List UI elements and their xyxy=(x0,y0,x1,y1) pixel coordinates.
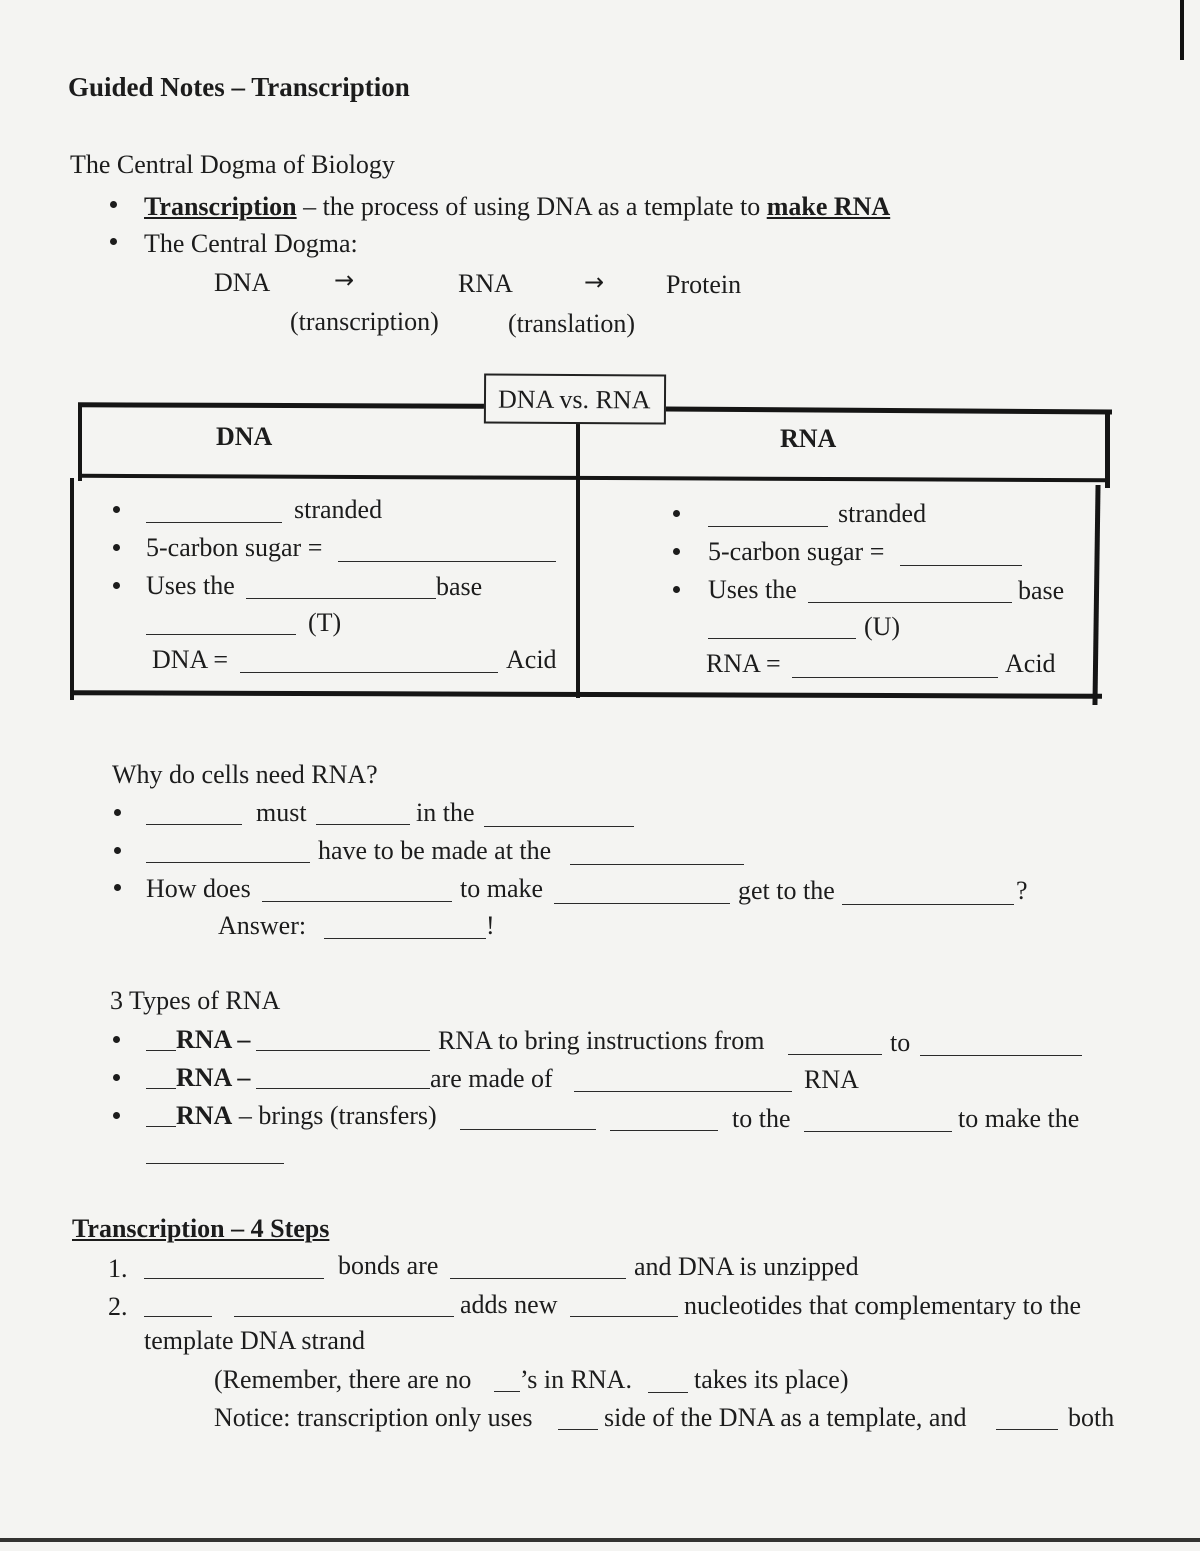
fill-in-blank xyxy=(554,903,730,904)
bullet-icon xyxy=(114,809,121,816)
transcription-term: Transcription xyxy=(144,192,297,221)
dna-column-header: DNA xyxy=(216,422,273,451)
bullet-icon xyxy=(113,1036,120,1043)
step-2-adds: adds new xyxy=(460,1290,558,1319)
comparison-title: DNA vs. RNA xyxy=(497,384,651,415)
why-must-label: must xyxy=(256,798,307,827)
fill-in-blank xyxy=(494,1391,520,1392)
flow-dna: DNA xyxy=(214,268,271,297)
flow-rna: RNA xyxy=(458,269,513,298)
fill-in-blank xyxy=(842,904,1014,905)
fill-in-blank xyxy=(610,1130,718,1131)
transcription-target: make RNA xyxy=(766,192,891,221)
table-border-line xyxy=(70,478,74,700)
why-how-does-label: How does xyxy=(146,874,251,903)
fill-in-blank xyxy=(246,598,436,599)
why-question-mark: ? xyxy=(1016,876,1028,905)
fill-in-blank xyxy=(788,1054,882,1055)
bullet-icon xyxy=(110,201,117,208)
bullet-icon xyxy=(114,884,121,891)
rna-type-1-to: to xyxy=(890,1028,911,1057)
bullet-icon xyxy=(113,582,120,589)
why-to-make-label: to make xyxy=(460,874,544,903)
fill-in-blank xyxy=(484,826,634,827)
fill-in-blank xyxy=(900,565,1022,566)
scan-edge xyxy=(0,1538,1200,1542)
scan-edge xyxy=(1180,0,1184,60)
comparison-title-box xyxy=(484,374,666,425)
fill-in-blank xyxy=(234,1316,454,1317)
rna-column-header: RNA xyxy=(780,424,837,453)
bullet-icon xyxy=(113,1112,120,1119)
fill-in-blank xyxy=(146,1050,176,1051)
fill-in-blank xyxy=(146,1088,176,1089)
fill-in-blank xyxy=(144,1316,212,1317)
fill-in-blank xyxy=(144,1278,324,1279)
rna-type-3-text: – brings (transfers) xyxy=(232,1101,437,1130)
step-2-end: nucleotides that complementary to the xyxy=(684,1291,1082,1320)
step-2-cont: template DNA strand xyxy=(144,1326,365,1355)
why-rna-heading: Why do cells need RNA? xyxy=(112,760,378,789)
transcription-def-text: – the process of using DNA as a template to xyxy=(296,192,767,221)
notice-text-a: Notice: transcription only uses xyxy=(214,1403,533,1432)
flow-arrow-icon: → xyxy=(334,266,355,294)
dna-name-label: DNA = xyxy=(152,645,229,674)
fill-in-blank xyxy=(324,938,486,939)
why-answer-label: Answer: xyxy=(218,911,307,940)
rna-sugar-label: 5-carbon sugar = xyxy=(708,537,885,566)
rna-type-3-to-the: to the xyxy=(732,1104,791,1133)
fill-in-blank xyxy=(146,824,242,825)
flow-protein: Protein xyxy=(666,270,742,299)
fill-in-blank xyxy=(808,602,1012,603)
rna-type-3-label: RNA xyxy=(176,1101,233,1130)
table-border-line xyxy=(78,402,484,408)
step-2-number: 2. xyxy=(108,1292,128,1321)
dna-acid-label: Acid xyxy=(506,645,557,674)
dna-sugar-label: 5-carbon sugar = xyxy=(146,533,323,562)
why-in-the-label: in the xyxy=(416,798,475,827)
bullet-icon xyxy=(113,544,120,551)
fill-in-blank xyxy=(558,1429,598,1430)
fill-in-blank xyxy=(256,1050,430,1051)
dna-uses-the-label: Uses the xyxy=(146,571,235,600)
fill-in-blank xyxy=(338,561,556,562)
dna-base-label: base xyxy=(436,572,483,601)
notice-text-c: both xyxy=(1068,1403,1115,1432)
rna-uses-the-label: Uses the xyxy=(708,575,797,604)
fill-in-blank xyxy=(792,677,998,678)
table-border-line xyxy=(666,406,1112,414)
rna-type-2-end: RNA xyxy=(804,1065,859,1094)
remember-text-a: (Remember, there are no xyxy=(214,1365,472,1394)
rna-name-label: RNA = xyxy=(706,649,781,678)
bullet-icon xyxy=(110,238,117,245)
rna-type-1-text: RNA to bring instructions from xyxy=(438,1026,765,1055)
rna-base-label: base xyxy=(1018,576,1065,605)
steps-heading: Transcription – 4 Steps xyxy=(72,1214,330,1243)
table-border-line xyxy=(1105,410,1110,488)
fill-in-blank xyxy=(460,1129,596,1130)
rna-stranded-label: stranded xyxy=(838,499,927,528)
remember-text-b: ’s in RNA. xyxy=(520,1365,632,1394)
fill-in-blank xyxy=(708,638,856,639)
fill-in-blank xyxy=(708,526,828,527)
bullet-icon xyxy=(114,847,121,854)
fill-in-blank xyxy=(648,1392,688,1393)
dna-thymine-label: (T) xyxy=(308,608,342,637)
remember-text-c: takes its place) xyxy=(694,1365,849,1394)
flow-arrow-icon: → xyxy=(584,268,605,296)
fill-in-blank xyxy=(262,901,452,902)
rna-type-3-line xyxy=(176,1103,437,1129)
fill-in-blank xyxy=(570,864,744,865)
rna-type-3-to-make: to make the xyxy=(958,1104,1080,1133)
fill-in-blank xyxy=(146,634,296,635)
bullet-icon xyxy=(673,510,680,517)
bullet-icon xyxy=(673,548,680,555)
fill-in-blank xyxy=(146,522,282,523)
step-1-number: 1. xyxy=(108,1254,128,1283)
central-dogma-heading: The Central Dogma of Biology xyxy=(70,150,395,179)
fill-in-blank xyxy=(450,1278,626,1279)
page-title: Guided Notes – Transcription xyxy=(68,72,410,102)
fill-in-blank xyxy=(146,862,310,863)
bullet-icon xyxy=(673,586,680,593)
table-border-line xyxy=(80,474,1108,482)
step-1-bonds: bonds are xyxy=(338,1251,439,1280)
table-border-line xyxy=(78,403,82,481)
notice-text-b: side of the DNA as a template, and xyxy=(604,1403,967,1432)
dna-stranded-label: stranded xyxy=(294,495,383,524)
rna-type-2-text: are made of xyxy=(430,1064,553,1093)
table-border-line xyxy=(1092,485,1100,705)
fill-in-blank xyxy=(570,1316,678,1317)
bullet-icon xyxy=(113,1074,120,1081)
fill-in-blank xyxy=(920,1055,1082,1056)
central-dogma-label: The Central Dogma: xyxy=(144,229,358,258)
rna-uracil-label: (U) xyxy=(864,612,901,641)
table-border-line xyxy=(576,418,580,698)
flow-step-transcription: (transcription) xyxy=(290,307,439,336)
rna-type-2-label: RNA – xyxy=(176,1063,251,1092)
fill-in-blank xyxy=(996,1429,1058,1430)
fill-in-blank xyxy=(240,672,498,673)
fill-in-blank xyxy=(804,1131,952,1132)
fill-in-blank xyxy=(146,1126,176,1127)
why-get-to-label: get to the xyxy=(738,876,835,905)
flow-step-translation: (translation) xyxy=(508,309,636,338)
fill-in-blank xyxy=(256,1088,430,1089)
fill-in-blank xyxy=(146,1163,284,1164)
table-border-line xyxy=(70,690,1102,699)
why-made-at-label: have to be made at the xyxy=(318,836,552,865)
rna-acid-label: Acid xyxy=(1005,649,1056,678)
bullet-icon xyxy=(113,506,120,513)
rna-type-1-label: RNA – xyxy=(176,1025,251,1054)
transcription-definition xyxy=(144,194,890,220)
step-1-end: and DNA is unzipped xyxy=(634,1252,859,1281)
fill-in-blank xyxy=(316,824,410,825)
rna-types-heading: 3 Types of RNA xyxy=(110,986,281,1015)
fill-in-blank xyxy=(574,1091,792,1092)
why-answer-exclaim: ! xyxy=(486,911,495,940)
